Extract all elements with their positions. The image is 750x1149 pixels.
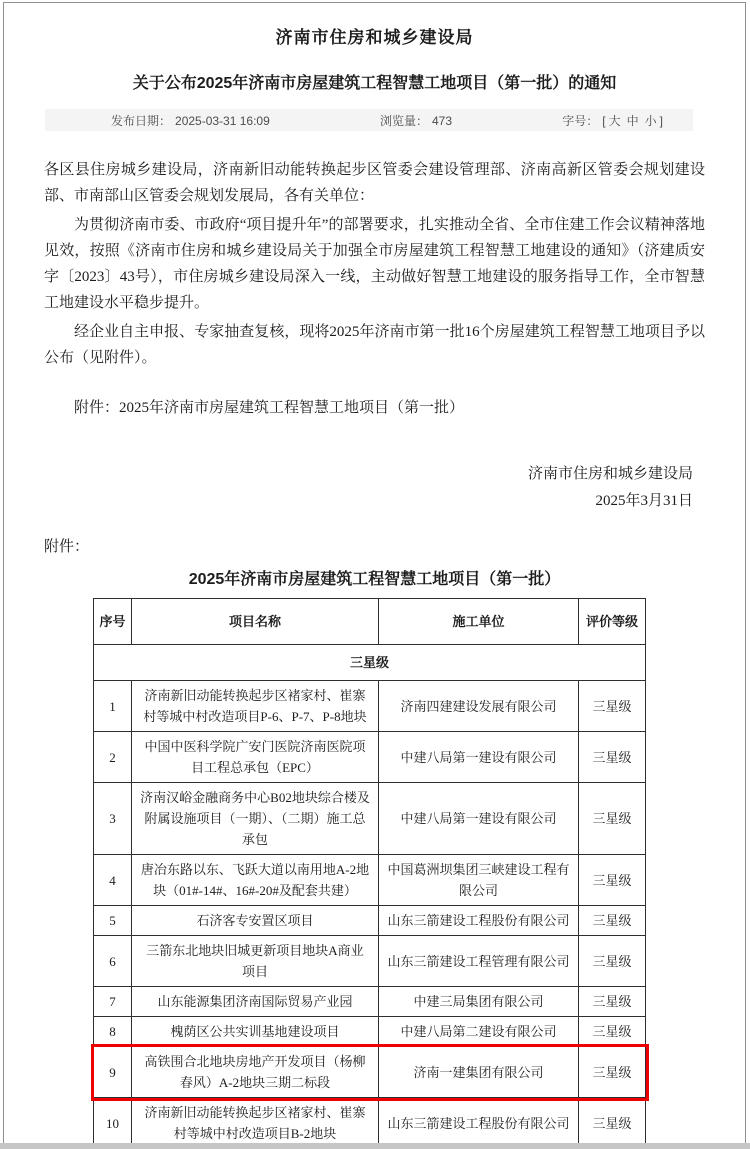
- view-count: [380, 112, 452, 129]
- cell-project: 济南新旧动能转换起步区褚家村、崔寨村等城中村改造项目P-6、P-7、P-8地块: [132, 681, 379, 732]
- recipients-paragraph: 各区县住房城乡建设局，济南新旧动能转换起步区管委会建设管理部、济南高新区管委会规划建设部、市南部山区管委会规划发展局，各有关单位：: [44, 162, 705, 204]
- view-count-value: 473: [432, 113, 453, 128]
- signature-date: 2025年3月31日: [595, 493, 693, 509]
- cell-project: 三箭东北地块旧城更新项目地块A商业项目: [132, 936, 379, 987]
- project-table: [93, 598, 646, 1149]
- table-row-highlighted: [94, 1047, 646, 1098]
- org-title: 济南市住房和城乡建设局: [275, 28, 474, 47]
- cell-seq: 9: [94, 1047, 132, 1098]
- table-row: [94, 1098, 646, 1149]
- body-paragraph-2: 经企业自主申报、专家抽查复核，现将2025年济南市第一批16个房屋建筑工程智慧工地项目予以公布（见附件）。: [44, 324, 705, 366]
- doc-title: 关于公布2025年济南市房屋建筑工程智慧工地项目（第一批）的通知: [132, 75, 617, 92]
- section-header-row: [94, 645, 646, 681]
- table-row: [94, 936, 646, 987]
- cell-grade: 三星级: [579, 1047, 646, 1098]
- cell-seq: 2: [94, 732, 132, 783]
- font-size-small[interactable]: 小: [644, 113, 657, 128]
- font-size-bracket-close: ]: [659, 113, 663, 128]
- cell-company: 中建八局第二建设有限公司: [379, 1017, 579, 1047]
- cell-company: 中国葛洲坝集团三峡建设工程有限公司: [379, 855, 579, 906]
- signature-org: 济南市住房和城乡建设局: [527, 466, 693, 482]
- cell-company: 济南一建集团有限公司: [379, 1047, 579, 1098]
- cell-seq: 10: [94, 1098, 132, 1149]
- table-row: [94, 855, 646, 906]
- cell-company: 山东三箭建设工程股份有限公司: [379, 906, 579, 936]
- font-size-switcher: [562, 112, 663, 129]
- cell-project: 唐冶东路以东、飞跃大道以南用地A-2地块（01#-14#、16#-20#及配套共建）: [132, 855, 379, 906]
- attachment-line: 附件：2025年济南市房屋建筑工程智慧工地项目（第一批）: [74, 400, 465, 416]
- cell-project: 中国中医科学院广安门医院济南医院项目工程总承包（EPC）: [132, 732, 379, 783]
- table-row: [94, 783, 646, 855]
- cell-seq: 8: [94, 1017, 132, 1047]
- col-header-seq: 序号: [94, 599, 132, 645]
- table-title: 2025年济南市房屋建筑工程智慧工地项目（第一批）: [188, 571, 561, 588]
- page-frame: [3, 2, 746, 1143]
- table-row: [94, 987, 646, 1017]
- cell-seq: 7: [94, 987, 132, 1017]
- cell-grade: 三星级: [579, 936, 646, 987]
- table-row: [94, 681, 646, 732]
- table-header-row: [94, 599, 646, 645]
- font-size-bracket-open: [: [602, 113, 606, 128]
- cell-grade: 三星级: [579, 987, 646, 1017]
- cell-company: 山东三箭建设工程管理有限公司: [379, 936, 579, 987]
- cell-project: 槐荫区公共实训基地建设项目: [132, 1017, 379, 1047]
- cell-company: 济南四建建设发展有限公司: [379, 681, 579, 732]
- col-header-project: 项目名称: [132, 599, 379, 645]
- cell-company: 中建八局第一建设有限公司: [379, 783, 579, 855]
- font-size-large[interactable]: 大: [608, 113, 621, 128]
- publish-date-label: 发布日期：: [111, 113, 172, 128]
- cell-project: 济南新旧动能转换起步区褚家村、崔寨村等城中村改造项目B-2地块: [132, 1098, 379, 1149]
- page-bottom-edge: [0, 1143, 750, 1149]
- section-header-label: 三星级: [94, 645, 646, 681]
- cell-seq: 4: [94, 855, 132, 906]
- document-body: [44, 157, 705, 515]
- cell-grade: 三星级: [579, 1098, 646, 1149]
- font-size-label: 字号：: [562, 113, 599, 128]
- appendix-label: 附件：: [44, 539, 90, 555]
- cell-project: 济南汉峪金融商务中心B02地块综合楼及附属设施项目（一期）、（二期）施工总承包: [132, 783, 379, 855]
- view-count-label: 浏览量：: [379, 113, 428, 128]
- body-paragraph-1: 为贯彻济南市委、市政府“项目提升年”的部署要求，扎实推动全省、全市住建工作会议精神落地见效，按照《济南市住房和城乡建设局关于加强全市房屋建筑工程智慧工地建设的通知》（济建质安字〔2023〕43号），市住房城乡建设局深入一线，主动做好智慧工地建设的服务指导工作，全市智慧工地建设水平稳步提升。: [44, 217, 705, 311]
- cell-company: 中建三局集团有限公司: [379, 987, 579, 1017]
- cell-project: 山东能源集团济南国际贸易产业园: [132, 987, 379, 1017]
- cell-grade: 三星级: [579, 732, 646, 783]
- table-row: [94, 906, 646, 936]
- cell-seq: 1: [94, 681, 132, 732]
- table-row: [94, 1017, 646, 1047]
- font-size-medium[interactable]: 中: [626, 113, 639, 128]
- publish-date: [111, 112, 270, 129]
- cell-project: 高铁围合北地块房地产开发项目（杨柳春风）A-2地块三期二标段: [132, 1047, 379, 1098]
- cell-seq: 6: [94, 936, 132, 987]
- table-row: [94, 732, 646, 783]
- cell-grade: 三星级: [579, 906, 646, 936]
- cell-grade: 三星级: [579, 855, 646, 906]
- col-header-grade: 评价等级: [579, 599, 646, 645]
- cell-project: 石济客专安置区项目: [132, 906, 379, 936]
- meta-bar: [45, 109, 693, 131]
- signature-block: [44, 461, 705, 515]
- cell-grade: 三星级: [579, 783, 646, 855]
- cell-grade: 三星级: [579, 681, 646, 732]
- cell-company: 中建八局第一建设有限公司: [379, 732, 579, 783]
- col-header-company: 施工单位: [379, 599, 579, 645]
- cell-seq: 3: [94, 783, 132, 855]
- cell-grade: 三星级: [579, 1017, 646, 1047]
- cell-seq: 5: [94, 906, 132, 936]
- publish-date-value: 2025-03-31 16:09: [175, 113, 270, 128]
- cell-company: 山东三箭建设工程股份有限公司: [379, 1098, 579, 1149]
